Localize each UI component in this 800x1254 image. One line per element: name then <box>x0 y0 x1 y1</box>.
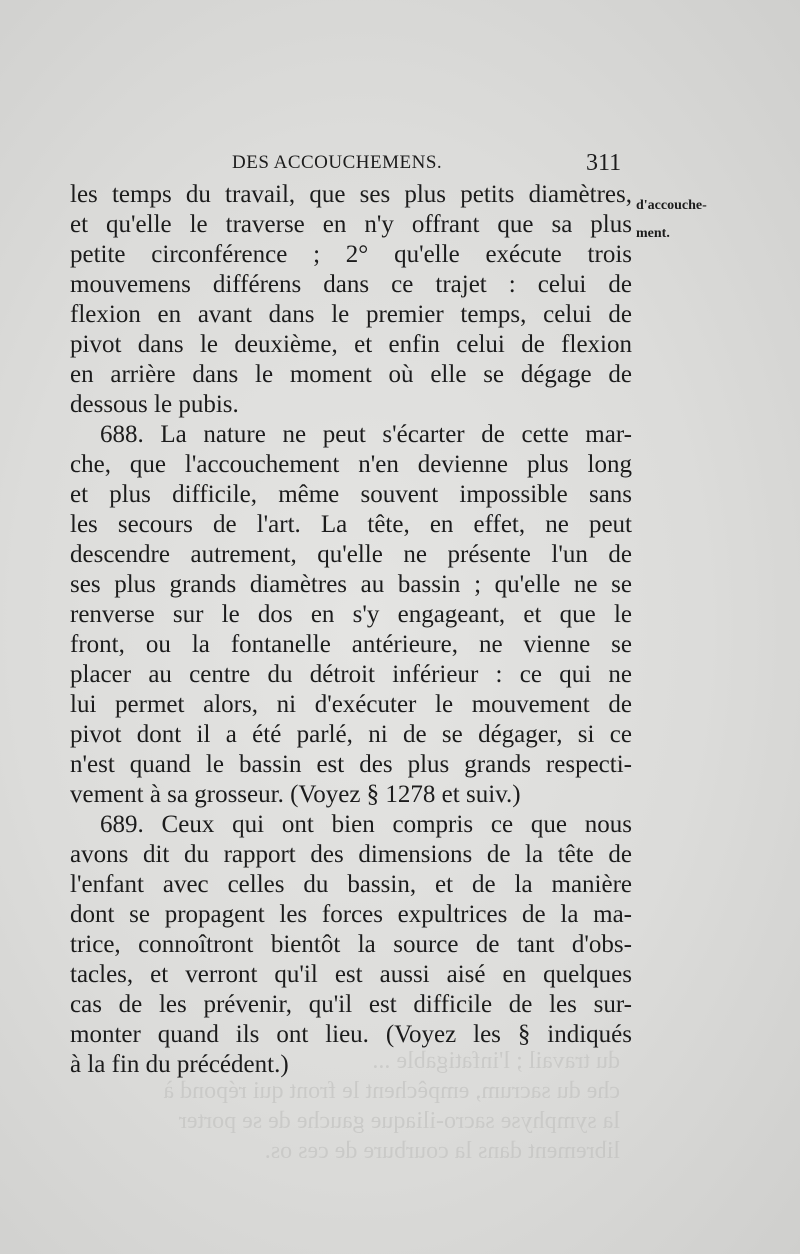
text-line: pivot dont il a été parlé, ni de se dégager, si ce <box>70 721 632 748</box>
margin-note <box>636 192 707 248</box>
text-line: l'enfant avec celles du bassin, et de la manière <box>70 871 632 898</box>
text-line: lui permet alors, ni d'exécuter le mouvement de <box>70 691 632 718</box>
paragraph-689-start: 689. Ceux qui ont bien compris ce que nous <box>100 811 632 838</box>
text-line: pivot dans le deuxième, et enfin celui de flexion <box>70 331 632 358</box>
text-line: tacles, et verront qu'il est aussi aisé en quelques <box>70 961 632 988</box>
bleed-line: du travail ; l'infatigable ... <box>372 1048 620 1074</box>
text-line: les secours de l'art. La tête, en effet, ne peut <box>70 511 632 538</box>
margin-note-line: d'accouche- <box>636 198 707 213</box>
text-line: petite circonférence ; 2° qu'elle exécute trois <box>70 241 632 268</box>
paragraph-688-start: 688. La nature ne peut s'écarter de cette mar- <box>100 421 632 448</box>
text-line: vement à sa grosseur. (Voyez § 1278 et suiv.) <box>70 781 521 808</box>
text-line: n'est quand le bassin est des plus grands respecti- <box>70 751 632 778</box>
bleed-line: librement dans la courbure de ces os. <box>264 1138 620 1164</box>
text-line: renverse sur le dos en s'y engageant, et que le <box>70 601 632 628</box>
text-line: che, que l'accouchement n'en devienne plus long <box>70 451 632 478</box>
text-line: à la fin du précédent.) <box>70 1051 289 1078</box>
text-line: cas de les prévenir, qu'il est difficile de les sur- <box>70 991 632 1018</box>
text-line: flexion en avant dans le premier temps, celui de <box>70 301 632 328</box>
bleed-line: che du sacrum, empêchent le front qui répond à <box>163 1078 620 1104</box>
text-line: monter quand ils ont lieu. (Voyez les § indiqués <box>70 1021 632 1048</box>
text-line: dessous le pubis. <box>70 391 239 418</box>
page-number: 311 <box>586 150 622 176</box>
text-line: les temps du travail, que ses plus petits diamètres, <box>70 181 632 208</box>
bleed-through-text <box>100 1046 620 1166</box>
text-line: dont se propagent les forces expultrices de la ma- <box>70 901 632 928</box>
text-line: descendre autrement, qu'elle ne présente l'un de <box>70 541 632 568</box>
running-head: DES ACCOUCHEMENS. <box>232 152 443 173</box>
text-line: avons dit du rapport des dimensions de la tête de <box>70 841 632 868</box>
bleed-line: la symphyse sacro-iliaque gauche de se porter <box>178 1108 620 1134</box>
text-line: en arrière dans le moment où elle se dégage de <box>70 361 632 388</box>
body-text <box>70 180 632 1080</box>
text-line: trice, connoîtront bientôt la source de tant d'obs- <box>70 931 632 958</box>
text-line: et qu'elle le traverse en n'y offrant que sa plus <box>70 211 632 238</box>
page-header <box>0 150 800 180</box>
text-line: ses plus grands diamètres au bassin ; qu'elle ne se <box>70 571 632 598</box>
text-line: placer au centre du détroit inférieur : ce qui ne <box>70 661 632 688</box>
text-line: mouvemens différens dans ce trajet : celui de <box>70 271 632 298</box>
text-line: front, ou la fontanelle antérieure, ne vienne se <box>70 631 632 658</box>
margin-note-line: ment. <box>636 226 670 241</box>
text-line: et plus difficile, même souvent impossible sans <box>70 481 632 508</box>
